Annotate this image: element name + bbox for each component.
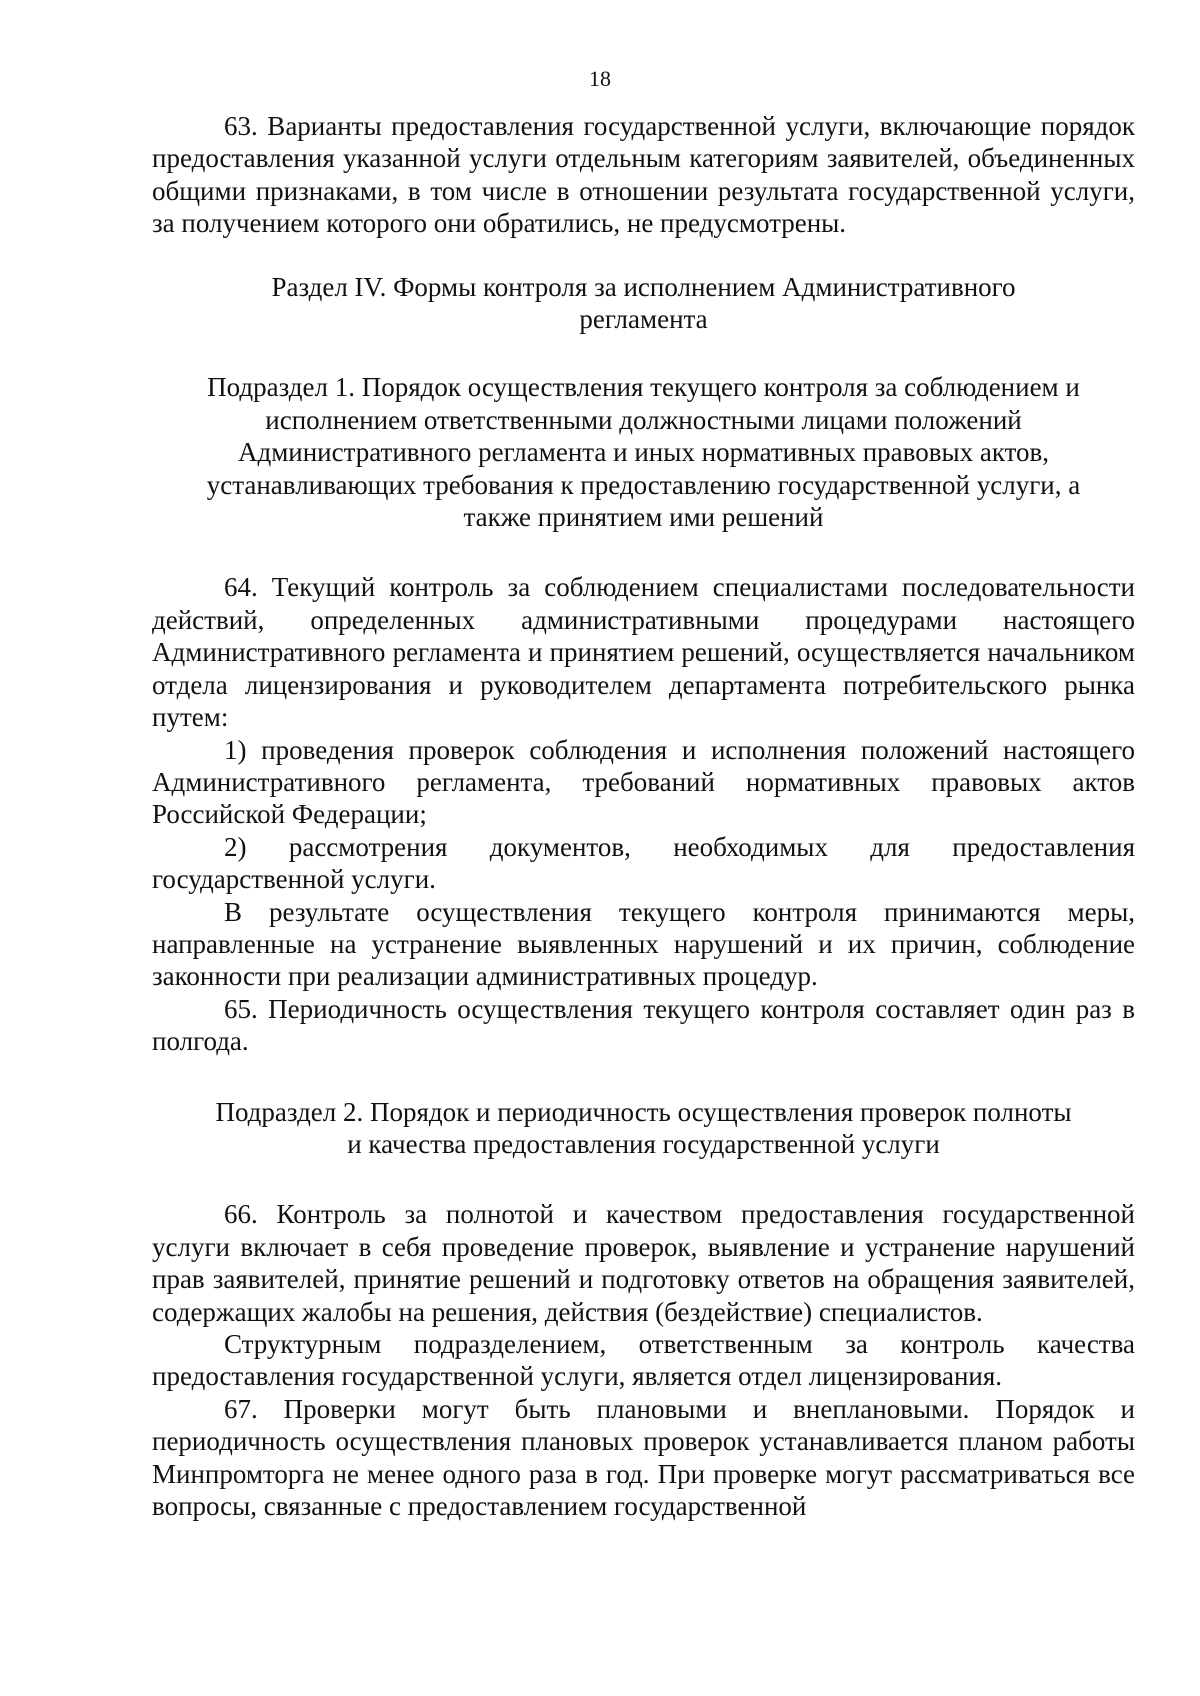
- subsection-heading-line: исполнением ответственными должностными лицами положений: [265, 404, 1022, 435]
- section-heading-4: [152, 271, 1135, 336]
- paragraph-65: 65. Периодичность осуществления текущего контроля составляет один раз в полгода.: [152, 993, 1135, 1057]
- page-number: 18: [589, 66, 611, 91]
- paragraph-64-result: В результате осуществления текущего контроля принимаются меры, направленные на устранение выявленных нарушений и их причин, соблюдение законности при реализации административных процедур.: [152, 896, 1135, 992]
- paragraph-64-item-1: 1) проведения проверок соблюдения и исполнения положений настоящего Административного регламента, требований нормативных правовых актов Российской Федерации;: [152, 734, 1135, 830]
- subsection-heading-2: [152, 1096, 1135, 1161]
- subsection-heading-line: устанавливающих требования к предоставлению государственной услуги, а: [206, 469, 1081, 500]
- subsection-heading-line: также принятием ими решений: [463, 502, 824, 533]
- section-heading-line: регламента: [579, 304, 708, 335]
- subsection-heading-line: Подраздел 2. Порядок и периодичность осуществления проверок полноты: [215, 1096, 1072, 1127]
- paragraph-66-structural-unit: Структурным подразделением, ответственным за контроль качества предоставления государственной услуги, является отдел лицензирования.: [152, 1329, 1135, 1392]
- paragraph-64-item-2: 2) рассмотрения документов, необходимых для предоставления государственной услуги.: [152, 831, 1135, 895]
- paragraph-63: 63. Варианты предоставления государственной услуги, включающие порядок предоставления указанной услуги отдельным категориям заявителей, объединенных общими признаками, в том числе в отношении результата государственной услуги, за получением которого они обратились, не предусмотрены.: [152, 111, 1135, 239]
- paragraph-64: 64. Текущий контроль за соблюдением специалистами последовательности действий, определенных административными процедурами настоящего Административного регламента и принятием решений, осуществляется начальником отдела лицензирования и руководителем департамента потребительского рынка путем:: [152, 572, 1135, 733]
- subsection-heading-line: Административного регламента и иных нормативных правовых актов,: [237, 437, 1050, 468]
- document-body: [152, 110, 1135, 1522]
- paragraph-67: 67. Проверки могут быть плановыми и внеплановыми. Порядок и периодичность осуществления плановых проверок устанавливается планом работы Минпромторга не менее одного раза в год. При проверке могут рассматриваться все вопросы, связанные с предоставлением государственной: [152, 1393, 1135, 1522]
- paragraph-66: 66. Контроль за полнотой и качеством предоставления государственной услуги включает в себя проведение проверок, выявление и устранение нарушений прав заявителей, принятие решений и подготовку ответов на обращения заявителей, содержащих жалобы на решения, действия (бездействие) специалистов.: [152, 1199, 1135, 1327]
- section-heading-line: Раздел IV. Формы контроля за исполнением Административного: [271, 271, 1016, 302]
- subsection-heading-line: Подраздел 1. Порядок осуществления текущего контроля за соблюдением и: [207, 372, 1080, 403]
- subsection-heading-1: [152, 371, 1135, 533]
- subsection-heading-line: и качества предоставления государственной услуги: [347, 1128, 940, 1159]
